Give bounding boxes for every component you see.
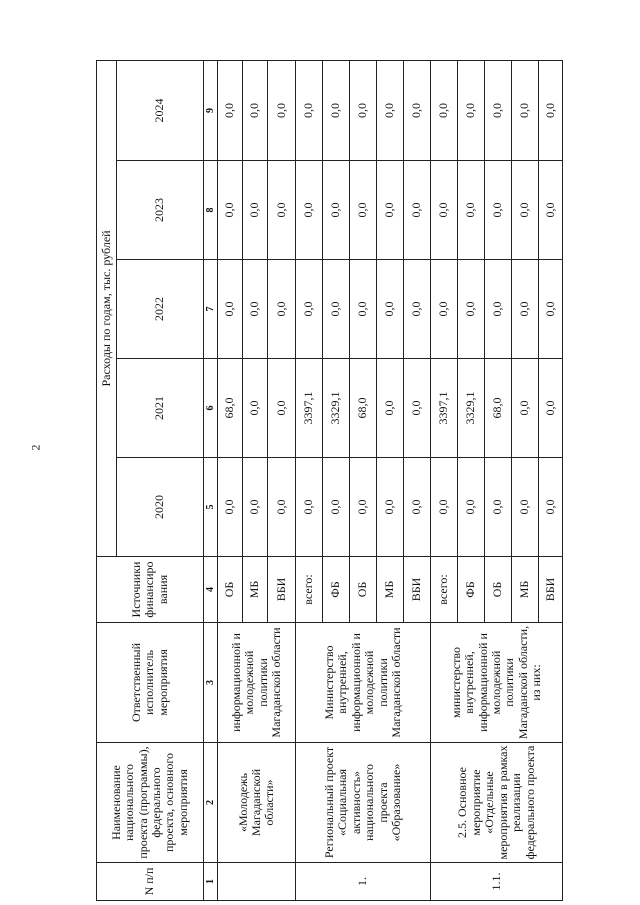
- header-year: 2024: [117, 60, 204, 160]
- value-cell: 0,0: [296, 458, 323, 557]
- value-cell: 0,0: [350, 260, 377, 359]
- header-expenses: Расходы по годам, тыс. рублей: [97, 60, 117, 556]
- header-num: N п/п: [97, 863, 204, 901]
- value-cell: 0,0: [539, 161, 563, 260]
- row-number: 1.1.: [431, 863, 563, 901]
- page-number: 2: [28, 444, 43, 451]
- value-cell: 0,0: [350, 458, 377, 557]
- value-cell: 0,0: [539, 359, 563, 458]
- header-year: 2022: [117, 260, 204, 359]
- header-year: 2023: [117, 161, 204, 260]
- funding-source: ФБ: [323, 557, 350, 623]
- value-cell: 0,0: [350, 60, 377, 160]
- funding-source: МБ: [243, 557, 268, 623]
- value-cell: 3397,1: [296, 359, 323, 458]
- value-cell: 0,0: [377, 161, 404, 260]
- responsible-executor: министерство внутренней, информационной и молодежной политики Магаданской области, из них:: [431, 623, 563, 743]
- funding-source: МБ: [377, 557, 404, 623]
- column-number: 2: [204, 743, 218, 863]
- value-cell: 0,0: [431, 458, 458, 557]
- column-number: 5: [204, 458, 218, 557]
- value-cell: 0,0: [431, 260, 458, 359]
- project-name: «Молодежь Магаданской области»: [218, 743, 296, 863]
- value-cell: 68,0: [218, 359, 243, 458]
- header-year: 2021: [117, 359, 204, 458]
- value-cell: 0,0: [404, 260, 431, 359]
- value-cell: 0,0: [268, 161, 296, 260]
- funding-source: ВБИ: [268, 557, 296, 623]
- table-row: [431, 60, 458, 900]
- value-cell: 0,0: [512, 161, 539, 260]
- value-cell: 0,0: [458, 60, 485, 160]
- column-number: 7: [204, 260, 218, 359]
- table-row: [296, 60, 323, 900]
- column-number: 9: [204, 60, 218, 160]
- value-cell: 0,0: [350, 161, 377, 260]
- value-cell: 0,0: [323, 260, 350, 359]
- column-number: 4: [204, 557, 218, 623]
- column-number-row: [204, 60, 218, 900]
- funding-source: всего:: [296, 557, 323, 623]
- column-number: 1: [204, 863, 218, 901]
- responsible-executor: Министерство внутренней, информационной и молодежной политики Магаданской области: [296, 623, 431, 743]
- value-cell: 0,0: [485, 60, 512, 160]
- rotated-page-content: [96, 61, 557, 901]
- value-cell: 0,0: [268, 60, 296, 160]
- financing-table: [96, 60, 563, 901]
- funding-source: ОБ: [485, 557, 512, 623]
- value-cell: 0,0: [431, 60, 458, 160]
- value-cell: 0,0: [539, 60, 563, 160]
- value-cell: 0,0: [377, 60, 404, 160]
- value-cell: 0,0: [377, 458, 404, 557]
- value-cell: 0,0: [404, 458, 431, 557]
- header-responsible: Ответственный исполнитель мероприятия: [97, 623, 204, 743]
- column-number: 6: [204, 359, 218, 458]
- column-number: 3: [204, 623, 218, 743]
- responsible-executor: информационной и молодежной политики Магаданской области: [218, 623, 296, 743]
- value-cell: 0,0: [323, 161, 350, 260]
- project-name: Региональный проект «Социальная активность» национального проекта «Образование»: [296, 743, 431, 863]
- value-cell: 0,0: [323, 458, 350, 557]
- value-cell: 0,0: [485, 260, 512, 359]
- value-cell: 0,0: [458, 260, 485, 359]
- value-cell: 0,0: [243, 60, 268, 160]
- funding-source: ОБ: [350, 557, 377, 623]
- value-cell: 0,0: [218, 161, 243, 260]
- funding-source: ВБИ: [539, 557, 563, 623]
- value-cell: 0,0: [296, 260, 323, 359]
- value-cell: 0,0: [404, 359, 431, 458]
- value-cell: 0,0: [512, 260, 539, 359]
- value-cell: 3329,1: [323, 359, 350, 458]
- value-cell: 0,0: [539, 458, 563, 557]
- funding-source: ФБ: [458, 557, 485, 623]
- header-year: 2020: [117, 458, 204, 557]
- value-cell: 0,0: [458, 458, 485, 557]
- value-cell: 3397,1: [431, 359, 458, 458]
- value-cell: 3329,1: [458, 359, 485, 458]
- value-cell: 0,0: [512, 359, 539, 458]
- value-cell: 0,0: [404, 161, 431, 260]
- value-cell: 0,0: [218, 458, 243, 557]
- value-cell: 0,0: [377, 260, 404, 359]
- funding-source: всего:: [431, 557, 458, 623]
- value-cell: 0,0: [512, 458, 539, 557]
- value-cell: 0,0: [243, 260, 268, 359]
- row-number: 1.: [296, 863, 431, 901]
- value-cell: 68,0: [485, 359, 512, 458]
- funding-source: МБ: [512, 557, 539, 623]
- row-number: [218, 863, 296, 901]
- project-name: 2.5. Основное мероприятие «Отдельные мероприятия в рамках реализации федерального проекта: [431, 743, 563, 863]
- header-sources: Источники финансиро вания: [97, 557, 204, 623]
- table-row: [218, 60, 243, 900]
- value-cell: 0,0: [404, 60, 431, 160]
- value-cell: 0,0: [268, 458, 296, 557]
- value-cell: 0,0: [539, 260, 563, 359]
- header-name: Наименование национального проекта (программы), федерального проекта, основного мероприятия: [97, 743, 204, 863]
- funding-source: ОБ: [218, 557, 243, 623]
- value-cell: 0,0: [296, 60, 323, 160]
- funding-source: ВБИ: [404, 557, 431, 623]
- value-cell: 0,0: [485, 161, 512, 260]
- value-cell: 0,0: [218, 260, 243, 359]
- value-cell: 68,0: [350, 359, 377, 458]
- value-cell: 0,0: [458, 161, 485, 260]
- value-cell: 0,0: [268, 359, 296, 458]
- value-cell: 0,0: [218, 60, 243, 160]
- value-cell: 0,0: [377, 359, 404, 458]
- value-cell: 0,0: [243, 458, 268, 557]
- column-number: 8: [204, 161, 218, 260]
- value-cell: 0,0: [243, 161, 268, 260]
- value-cell: 0,0: [243, 359, 268, 458]
- value-cell: 0,0: [296, 161, 323, 260]
- value-cell: 0,0: [485, 458, 512, 557]
- value-cell: 0,0: [268, 260, 296, 359]
- value-cell: 0,0: [323, 60, 350, 160]
- header-row-1: [97, 60, 117, 900]
- value-cell: 0,0: [512, 60, 539, 160]
- value-cell: 0,0: [431, 161, 458, 260]
